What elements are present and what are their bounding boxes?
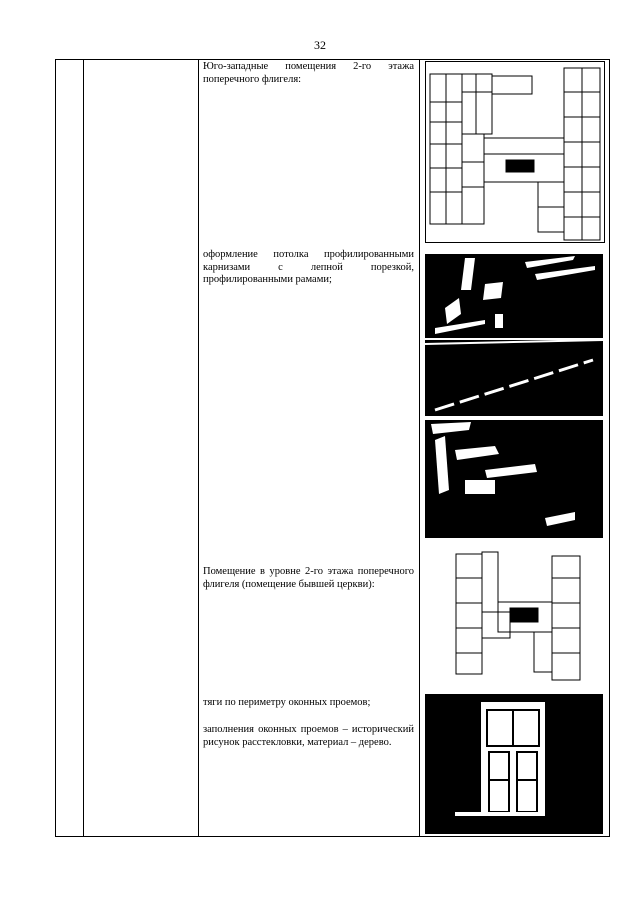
- column-divider-3: [198, 59, 199, 837]
- row-3-description: Помещение в уровне 2-го этажа поперечного флигеля (помещение бывшей церкви):: [203, 566, 414, 590]
- column-divider-5: [609, 59, 610, 837]
- row-4-line-2: заполнения оконных проемов – исторический рисунок расстекловки, материал – дерево.: [203, 724, 414, 748]
- ceiling-photo-1: [425, 254, 603, 338]
- table-bottom-border: [55, 836, 610, 837]
- ceiling-photo-2: [425, 340, 603, 416]
- row-4-line-1: тяги по периметру оконных проемов;: [203, 697, 371, 708]
- column-divider-2: [83, 59, 84, 837]
- column-divider-1: [55, 59, 56, 837]
- floor-plan-icon: [452, 548, 584, 686]
- table-top-border: [55, 59, 610, 60]
- column-divider-4: [419, 59, 420, 837]
- page-number: 32: [314, 38, 326, 52]
- row-2-description: оформление потолка профилированными карнизами с лепной порезкой, профилированными рамами;: [203, 249, 414, 285]
- floor-plan-image-2: [452, 548, 584, 686]
- ceiling-photo-3: [425, 420, 603, 538]
- window-photo: [425, 694, 603, 834]
- floor-plan-icon: [426, 62, 604, 242]
- row-1-description: Юго-западные помещения 2-го этажа поперечного флигеля:: [203, 61, 414, 85]
- floor-plan-image-1: [425, 61, 605, 243]
